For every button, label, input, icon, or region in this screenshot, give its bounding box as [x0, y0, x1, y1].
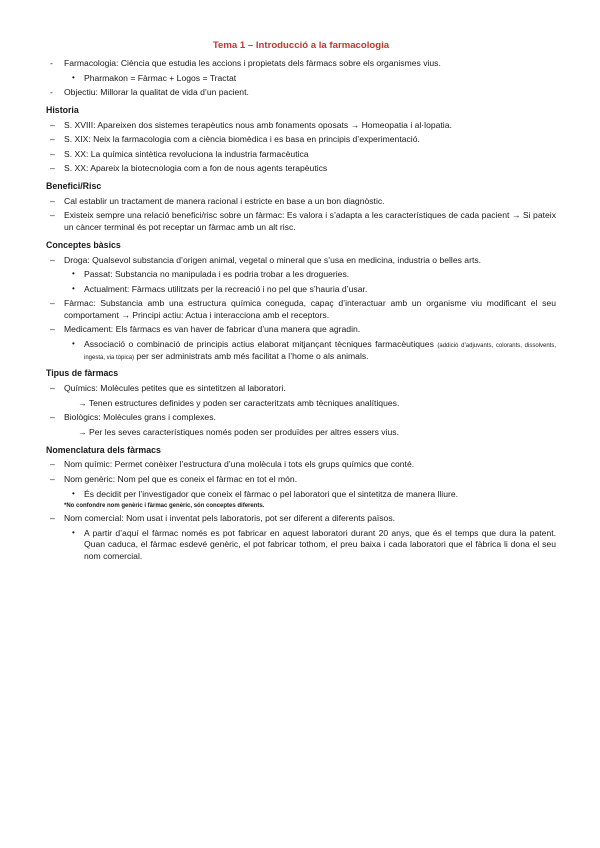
dash-marker: -: [50, 57, 53, 68]
dash-marker: –: [50, 383, 55, 394]
list-item: – Fàrmac: Substancia amb una estructura química coneguda, capaç d’interactuar amb un organisme viu modificant el seu comportament → Principi actiu: Actua i interacciona amb el receptors.: [50, 298, 556, 320]
list-item: - Objectiu: Millorar la qualitat de vida d’un pacient.: [50, 87, 249, 98]
list-subitem: • És decidit per l’investigador que coneix el fàrmac o pel laboratori que el sintetitza de manera lliure.: [72, 488, 459, 499]
list-item: – S. XX: Apareix la biotecnologia com a fon de nous agents terapèutics: [50, 163, 328, 174]
list-subitem: • Associació o combinació de principis actius elaborat mitjançant tècniques farmacèutiques (addició d’adjuvants, colorants, dissolvents, ingesta, via tòpica) per ser administrats amb més facilitat a l’home o als animals.: [72, 339, 557, 361]
list-subitem: • Actualment: Fàrmacs utilitzats per la recreació i no pel que s’hauria d’usar.: [72, 283, 368, 294]
dash-marker: –: [50, 210, 55, 221]
list-item: – Cal establir un tractament de manera racional i estricte en base a un bon diagnòstic.: [50, 195, 385, 206]
arrow-item: → Per les seves característiques només poden ser produïdes per altres essers vius.: [78, 426, 399, 437]
dash-marker: –: [50, 412, 55, 423]
section-heading-historia: Historia: [46, 104, 79, 115]
dash-marker: –: [50, 254, 55, 265]
list-item: - Farmacologia: Ciència que estudia les accions i propietats dels fàrmacs sobre els organismes vius.: [50, 57, 441, 68]
list-subitem: • Passat: Substancia no manipulada i es podria trobar a les drogueries.: [72, 269, 350, 280]
list-item: – Medicament: Els fàrmacs es van haver de fabricar d’una manera que agradin.: [50, 324, 361, 335]
list-item: – S. XIX: Neix la farmacologia com a ciència biomèdica i es basa en principis d’experimentació.: [50, 134, 420, 145]
dash-marker: –: [50, 513, 55, 524]
bullet-marker: •: [72, 488, 75, 498]
bullet-marker: •: [72, 339, 75, 349]
bullet-marker: •: [72, 72, 75, 82]
list-item: – Nom comercial: Nom usat i inventat pels laboratoris, pot ser diferent a diferents països.: [50, 513, 396, 524]
list-item: – Biològics: Molècules grans i complexes.: [50, 412, 216, 423]
dash-marker: –: [50, 148, 55, 159]
dash-marker: –: [50, 195, 55, 206]
section-heading-benefici: Benefici/Risc: [46, 180, 102, 191]
dash-marker: –: [50, 459, 55, 470]
list-item: – S. XVIII: Apareixen dos sistemes terapèutics nous amb fonaments oposats → Homeopatia i al·lopatia.: [50, 119, 452, 130]
section-heading-conceptes: Conceptes bàsics: [46, 239, 121, 250]
dash-marker: -: [50, 87, 53, 98]
list-item: – Droga: Qualsevol substancia d’origen animal, vegetal o mineral que s’usa en medicina, industria o belles arts.: [50, 254, 482, 265]
document-page: [46, 40, 556, 566]
dash-marker: –: [50, 119, 55, 130]
list-item: – Nom genèric: Nom pel que es coneix el fàrmac en tot el món.: [50, 473, 298, 484]
dash-marker: –: [50, 473, 55, 484]
list-item: – Nom químic: Permet conèixer l’estructura d’una molècula i tots els grups químics que conté.: [50, 459, 415, 470]
dash-marker: –: [50, 163, 55, 174]
dash-marker: –: [50, 324, 55, 335]
section-heading-nomenclatura: Nomenclatura dels fàrmacs: [46, 444, 161, 455]
section-heading-tipus: Tipus de fàrmacs: [46, 368, 119, 379]
footnote: *No confondre nom genèric i fàrmac genèric, són conceptes diferents.: [64, 503, 265, 510]
small-note: (addició d’adjuvants, colorants, dissolvents, ingesta, via tòpica): [84, 343, 557, 361]
list-subitem: • Pharmakon = Fàrmac + Logos = Tractat: [72, 72, 237, 83]
list-item: – Químics: Molècules petites que es sintetitzen al laboratori.: [50, 383, 286, 394]
arrow-item: → Tenen estructures definides y poden ser caracteritzats amb tècniques analítiques.: [78, 397, 400, 408]
list-item: – S. XX: La química sintètica revoluciona la industria farmacèutica: [50, 148, 309, 159]
dash-marker: –: [50, 298, 55, 309]
bullet-marker: •: [72, 283, 75, 293]
bullet-marker: •: [72, 269, 75, 279]
list-item: – Existeix sempre una relació benefici/risc sobre un fàrmac: Es valora i s’adapta a les característiques de cada pacient → Si pateix un càncer terminal és pot receptar un fàrmac amb un alt risc.: [50, 210, 556, 233]
dash-marker: –: [50, 134, 55, 145]
bullet-marker: •: [72, 527, 75, 537]
list-subitem: • A partir d’aquí el fàrmac només es pot fabricar en aquest laboratori durant 20 anys, que és el temps que dura la patent. Quan caduca, el fàrmac esdevé genèric, el pot fabricar tothom, el preu baixa i cada laboratori que el fàbrica li dona el seu nom comercial.: [72, 527, 556, 562]
page-title: Tema 1 – Introducció a la farmacologia: [212, 40, 390, 51]
